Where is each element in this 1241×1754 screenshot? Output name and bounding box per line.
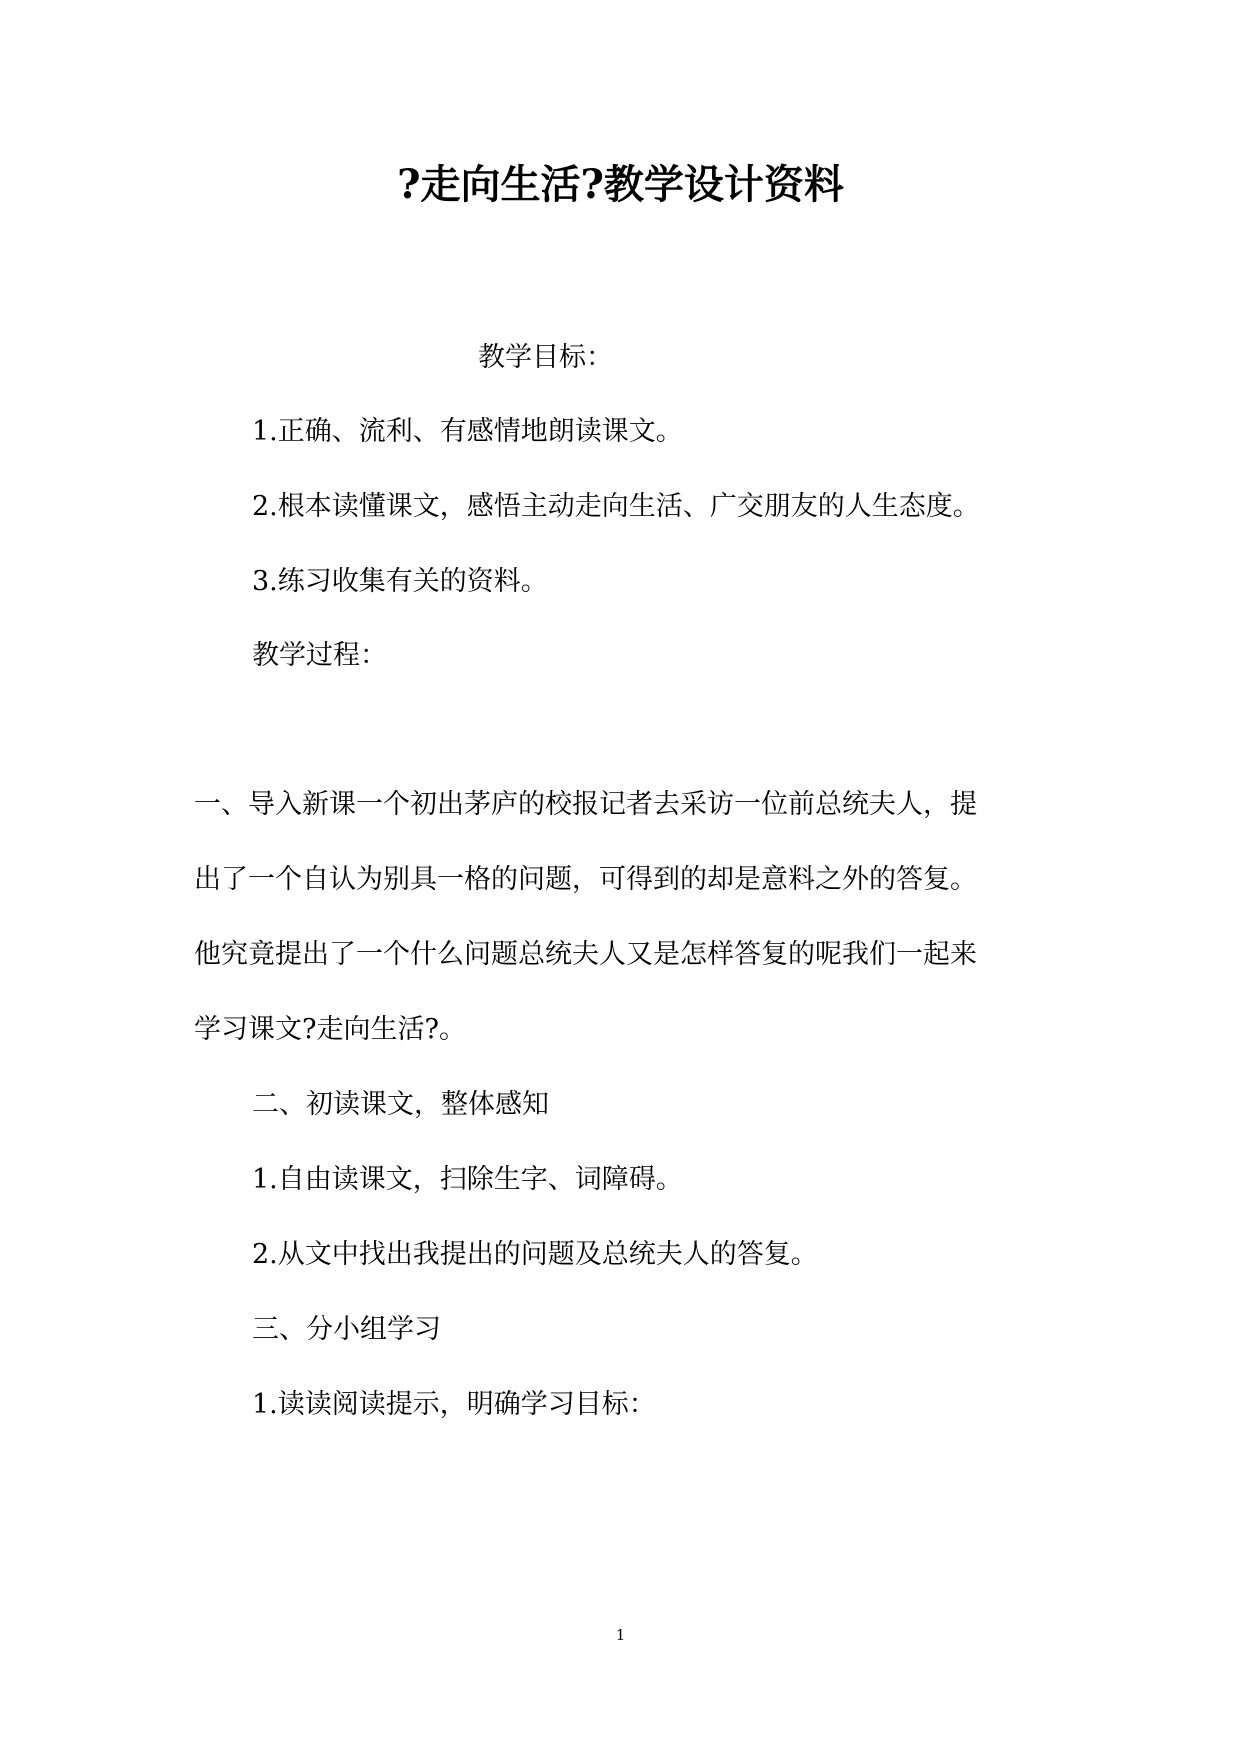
page-number: 1 [615,1626,626,1644]
goal-item-1: 1.正确、流利、有感情地朗读课文。 [252,416,683,447]
document-title: ?走向生活?教学设计资料 [397,161,844,208]
section3-heading: 三、分小组学习 [252,1314,441,1345]
goal-item-3: 3.练习收集有关的资料。 [252,566,548,597]
goal-item-2: 2.根本读懂课文，感悟主动走向生活、广交朋友的人生态度。 [252,491,980,522]
process-heading: 教学过程： [252,640,387,671]
section2-heading: 二、初读课文，整体感知 [252,1089,549,1120]
section1-line-3: 他究竟提出了一个什么问题总统夫人又是怎样答复的呢我们一起来 [194,939,977,970]
section1-line-2: 出了一个自认为别具一格的问题，可得到的却是意料之外的答复。 [194,864,977,895]
section3-item-1: 1.读读阅读提示，明确学习目标： [252,1389,656,1420]
section1-line-4: 学习课文?走向生活?。 [194,1014,466,1045]
section2-item-2: 2.从文中找出我提出的问题及总统夫人的答复。 [252,1239,818,1270]
section1-line-1: 一、导入新课一个初出茅庐的校报记者去采访一位前总统夫人，提 [194,789,977,820]
section2-item-1: 1.自由读课文，扫除生字、词障碍。 [252,1164,683,1195]
goals-heading: 教学目标： [478,342,613,373]
